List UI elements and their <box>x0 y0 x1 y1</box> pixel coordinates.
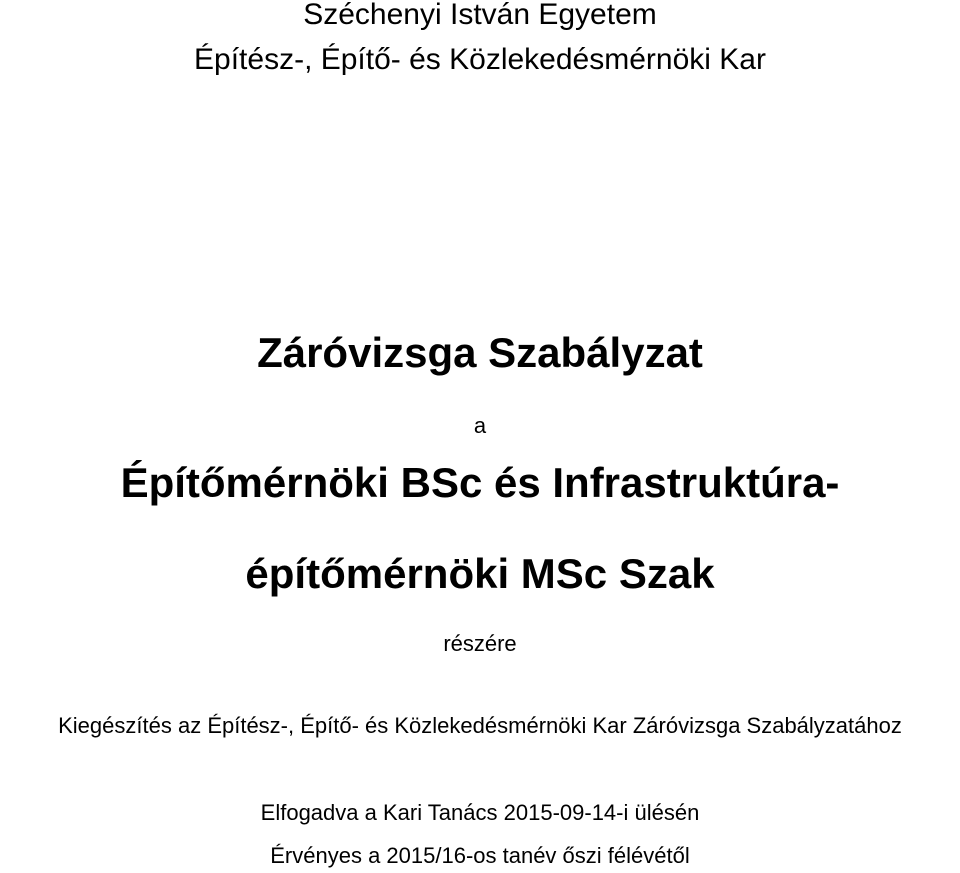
university-name: Széchenyi István Egyetem <box>303 0 657 31</box>
title-suffix: részére <box>443 631 517 656</box>
adoption-date: Elfogadva a Kari Tanács 2015-09-14-i ülésén <box>260 800 700 825</box>
supplement-note: Kiegészítés az Építész-, Építő- és Közlekedésmérnöki Kar Záróvizsga Szabályzatához <box>58 713 902 738</box>
validity-note: Érvényes a 2015/16-os tanév őszi félévétől <box>270 843 690 868</box>
program-title-line-1: Építőmérnöki BSc és Infrastruktúra- <box>120 459 840 506</box>
document-title: Záróvizsga Szabályzat <box>257 329 703 376</box>
title-connector: a <box>473 413 487 438</box>
faculty-name: Építész-, Építő- és Közlekedésmérnöki Kar <box>194 43 766 76</box>
program-title-line-2: építőmérnöki MSc Szak <box>245 550 715 597</box>
